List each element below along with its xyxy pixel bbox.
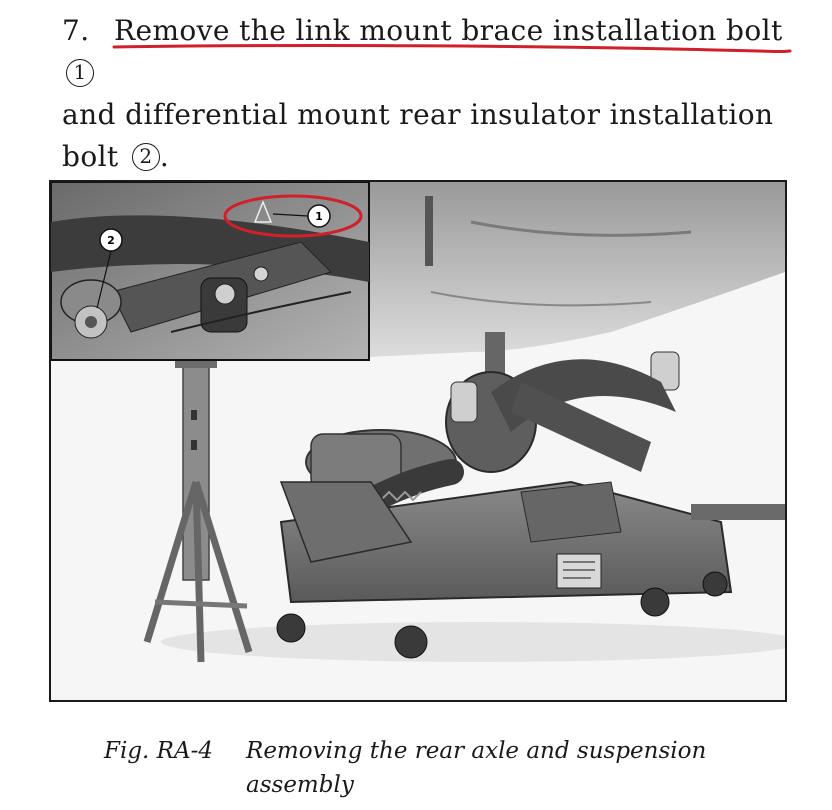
suspension-photo-illustration	[51, 182, 785, 700]
step-line-2-text: and differential mount rear insulator installation bolt	[62, 98, 774, 173]
step-number: 7.	[62, 14, 90, 47]
caption-line-2: assembly	[246, 772, 354, 798]
callout-marker-2: 2	[132, 143, 160, 171]
step-line-2	[62, 94, 822, 178]
step-line-2-end: .	[159, 140, 170, 173]
caption-line-1: Removing the rear axle and suspension	[246, 738, 707, 764]
inset-callout-1-label: 1	[315, 210, 323, 223]
red-underline-annotation	[112, 41, 792, 57]
step-line-1-text: Remove the link mount brace installation bolt	[114, 14, 783, 47]
caption-figure-label: Fig. RA-4	[104, 738, 213, 764]
figure-photo	[49, 180, 787, 702]
inset-callout-2-label: 2	[107, 234, 115, 247]
figure-caption	[104, 734, 804, 802]
callout-marker-1: 1	[66, 59, 94, 87]
